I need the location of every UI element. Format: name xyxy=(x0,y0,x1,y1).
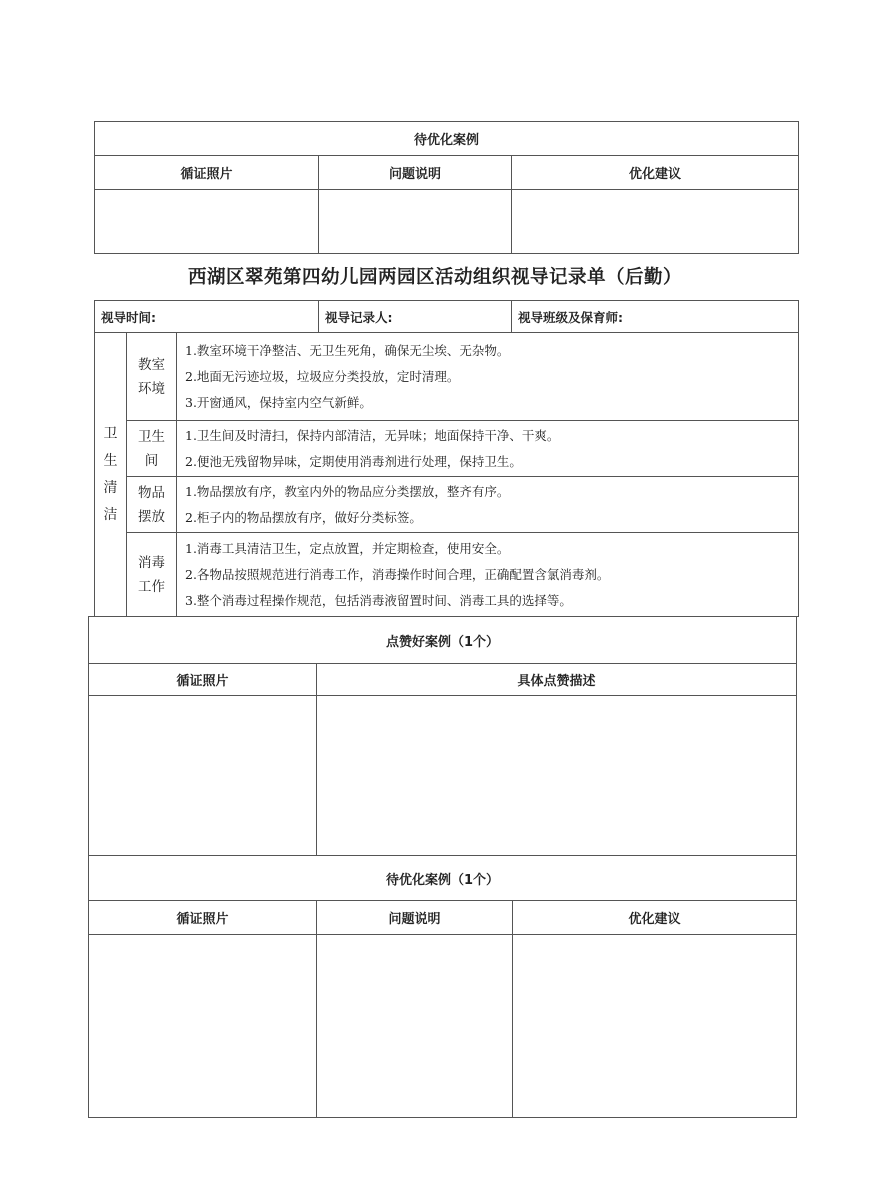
optimize-col-photo: 循证照片 xyxy=(89,901,317,935)
section-label-disinfection: 消毒工作 xyxy=(127,533,177,617)
class-teacher-label: 视导班级及保育师: xyxy=(512,301,799,333)
praise-col-description: 具体点赞描述 xyxy=(317,664,797,696)
top-table-header: 待优化案例 xyxy=(95,122,799,156)
list-item: 2.地面无污迹垃圾，垃圾应分类投放，定时清理。 xyxy=(185,368,460,384)
praise-cell-description[interactable] xyxy=(317,696,797,856)
top-cell-suggestion[interactable] xyxy=(512,190,799,254)
list-item: 1.卫生间及时清扫，保持内部清洁，无异味；地面保持干净、干爽。 xyxy=(185,427,560,443)
section-items-classroom xyxy=(177,333,799,421)
hygiene-table xyxy=(94,332,799,617)
page-title: 西湖区翠苑第四幼儿园两园区活动组织视导记录单（后勤） xyxy=(187,267,682,288)
list-item: 1.教室环境干净整洁、无卫生死角，确保无尘埃、无杂物。 xyxy=(185,342,510,358)
section-label-classroom: 教室环境 xyxy=(127,333,177,421)
top-col-suggestion: 优化建议 xyxy=(512,156,799,190)
optimize-cell-issue[interactable] xyxy=(317,935,513,1118)
optimize-col-suggestion: 优化建议 xyxy=(513,901,797,935)
section-items-items xyxy=(177,477,799,533)
section-items-restroom xyxy=(177,421,799,477)
section-label-restroom: 卫生间 xyxy=(127,421,177,477)
list-item: 3.开窗通风，保持室内空气新鲜。 xyxy=(185,394,372,410)
section-label-items: 物品摆放 xyxy=(127,477,177,533)
list-item: 1.物品摆放有序，教室内外的物品应分类摆放，整齐有序。 xyxy=(185,483,510,499)
visit-time-label: 视导时间: xyxy=(95,301,319,333)
optimize-cell-suggestion[interactable] xyxy=(513,935,797,1118)
optimize-header: 待优化案例（1个） xyxy=(89,856,797,901)
optimize-table xyxy=(88,855,797,1118)
praise-table xyxy=(88,616,797,856)
top-col-issue: 问题说明 xyxy=(319,156,512,190)
recorder-label: 视导记录人: xyxy=(319,301,512,333)
section-items-disinfection xyxy=(177,533,799,617)
top-col-photo: 循证照片 xyxy=(95,156,319,190)
category-hygiene: 卫生清洁 xyxy=(95,333,127,617)
praise-col-photo: 循证照片 xyxy=(89,664,317,696)
optimize-cell-photo[interactable] xyxy=(89,935,317,1118)
list-item: 3.整个消毒过程操作规范，包括消毒液留置时间、消毒工具的选择等。 xyxy=(185,592,572,608)
list-item: 1.消毒工具清洁卫生，定点放置，并定期检查，使用安全。 xyxy=(185,540,510,556)
list-item: 2.便池无残留物异味，定期使用消毒剂进行处理，保持卫生。 xyxy=(185,453,522,469)
list-item: 2.各物品按照规范进行消毒工作，消毒操作时间合理，正确配置含氯消毒剂。 xyxy=(185,566,610,582)
optimize-col-issue: 问题说明 xyxy=(317,901,513,935)
top-optimize-table xyxy=(94,121,799,254)
praise-cell-photo[interactable] xyxy=(89,696,317,856)
top-cell-issue[interactable] xyxy=(319,190,512,254)
meta-table xyxy=(94,300,799,333)
list-item: 2.柜子内的物品摆放有序，做好分类标签。 xyxy=(185,509,422,525)
praise-header: 点赞好案例（1个） xyxy=(89,617,797,664)
top-cell-photo[interactable] xyxy=(95,190,319,254)
